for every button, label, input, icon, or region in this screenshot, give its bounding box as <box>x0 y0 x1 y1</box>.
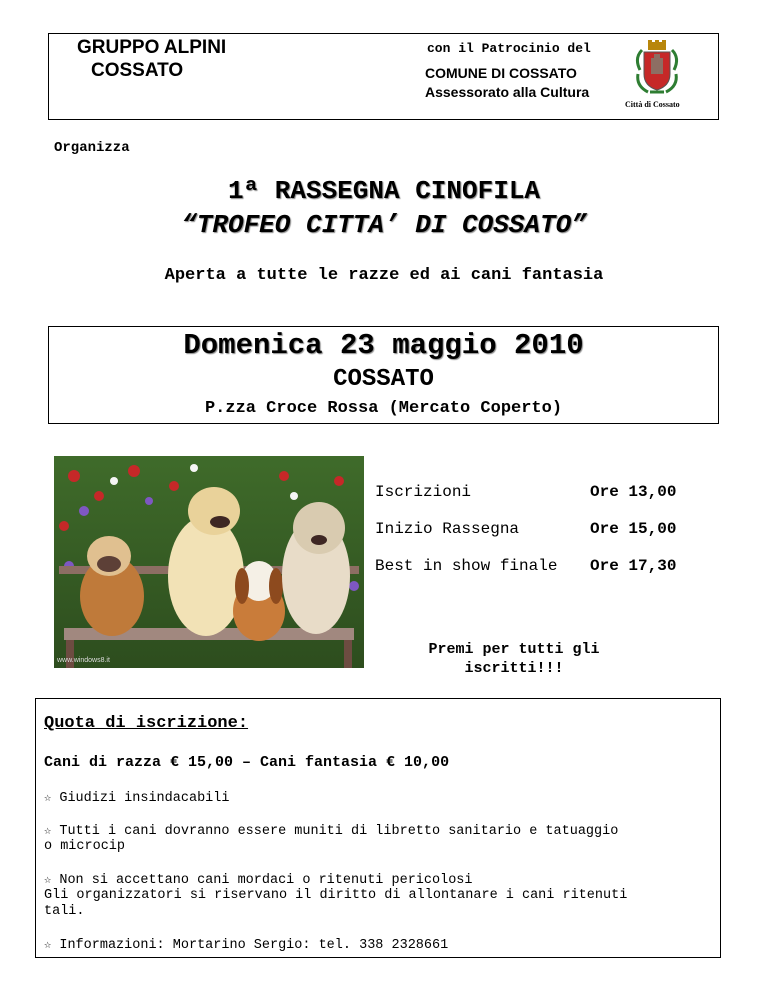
event-title: 1ª RASSEGNA CINOFILA <box>227 176 541 206</box>
event-date: Domenica 23 maggio 2010 <box>183 329 584 362</box>
assessorato-name: Assessorato alla Cultura <box>425 84 590 100</box>
prizes-line1: Premi per tutti gli <box>428 641 600 658</box>
note-4 <box>44 937 448 954</box>
dogs-photo <box>54 456 364 668</box>
fee-box <box>35 698 721 958</box>
crest-icon <box>632 40 682 98</box>
note-1-text: Giudizi insindacabili <box>59 791 230 806</box>
date-box <box>48 326 719 424</box>
note-1 <box>44 790 229 807</box>
organizer-name-line2: COSSATO <box>91 60 184 81</box>
note-2 <box>44 823 618 840</box>
event-city: COSSATO <box>333 366 434 393</box>
note-3-line2: Gli organizzatori si riservano il diritto di allontanare i cani ritenuti <box>44 888 628 903</box>
schedule-time-iscrizioni: Ore 13,00 <box>590 483 677 501</box>
organizer-name-line1: GRUPPO ALPINI <box>77 37 227 58</box>
event-place: P.zza Croce Rossa (Mercato Coperto) <box>204 399 563 418</box>
note-3 <box>44 872 473 889</box>
organizza-label: Organizza <box>54 140 130 156</box>
star-icon: ☆ <box>44 824 52 838</box>
schedule-time-inizio: Ore 15,00 <box>590 520 677 538</box>
note-2-cont: o microcip <box>44 839 126 854</box>
schedule-time-best: Ore 17,30 <box>590 557 677 575</box>
photo-watermark: www.windows8.it <box>57 657 110 664</box>
note-4-text: Informazioni: Mortarino Sergio: tel. 338 2328661 <box>59 938 449 953</box>
star-icon: ☆ <box>44 873 52 887</box>
comune-name: COMUNE DI COSSATO <box>425 65 577 81</box>
schedule-label-inizio: Inizio Rassegna <box>375 520 520 538</box>
header-box <box>48 33 719 120</box>
note-3-text: Non si accettano cani mordaci o ritenuti pericolosi <box>59 873 473 888</box>
prizes-line2: iscritti!!! <box>464 660 564 677</box>
fee-title: Quota di iscrizione: <box>44 714 249 733</box>
schedule-label-best: Best in show finale <box>375 557 558 575</box>
fee-prices: Cani di razza € 15,00 – Cani fantasia € 10,00 <box>44 754 450 771</box>
prizes-text <box>392 640 636 678</box>
patronage-text: con il Patrocinio del <box>427 41 591 56</box>
event-trophy-name: “TROFEO CITTA’ DI COSSATO” <box>181 210 587 240</box>
note-2-text: Tutti i cani dovranno essere muniti di libretto sanitario e tatuaggio <box>59 824 619 839</box>
star-icon: ☆ <box>44 938 52 952</box>
note-3-line3: tali. <box>44 904 85 919</box>
crest-caption: Città di Cossato <box>625 100 680 109</box>
star-icon: ☆ <box>44 791 52 805</box>
schedule-label-iscrizioni: Iscrizioni <box>375 483 472 501</box>
event-subtitle: Aperta a tutte le razze ed ai cani fantasia <box>164 266 604 285</box>
